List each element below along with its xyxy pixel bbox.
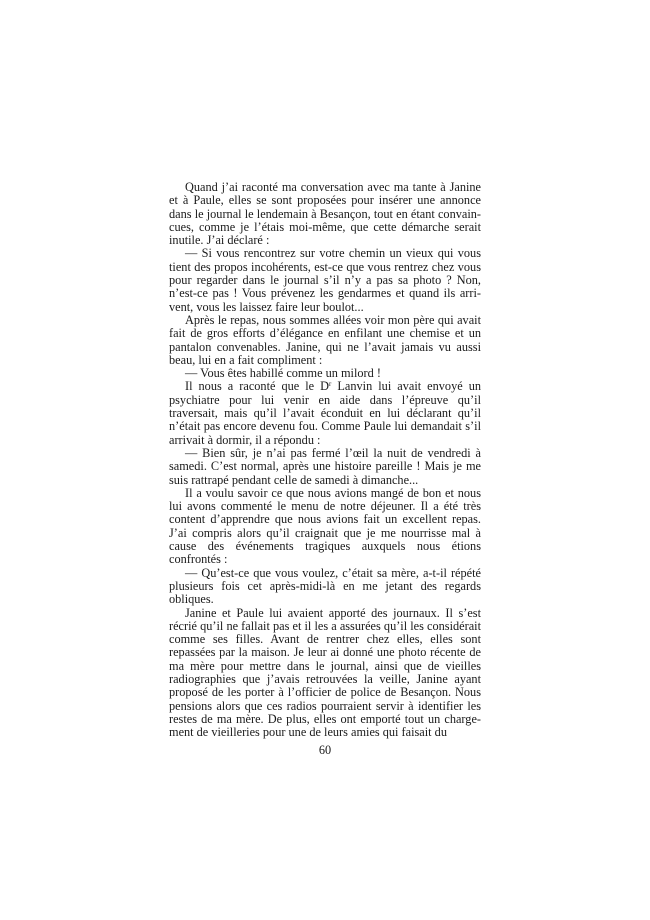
paragraph-7: Il a voulu savoir ce que nous avions mangé de bon et nous lui avons commenté le menu de notre déjeuner. Il a été très content d’apprendre que nous avions fait un excellent repas. J’ai compris alors qu’il craignait que je me nourrisse mal à cause des événements tragiques auxquels nous étions confrontés :: [169, 485, 481, 567]
page-number: 60: [318, 743, 332, 757]
paragraph-3: Après le repas, nous sommes allées voir mon père qui avait fait de gros efforts d’élégance en enfilant une chemise et un pantalon convenables. Janine, qui ne l’avait jamais vu aussi beau, lui en a fait compliment :: [169, 312, 481, 367]
paragraph-8-dialogue: — Qu’est-ce que vous voulez, c’était sa mère, a-t-il répété plusieurs fois cet après-midi-là en me jetant des regards obliques.: [169, 565, 481, 607]
paragraph-2-dialogue: — Si vous rencontrez sur votre chemin un vieux qui vous tient des propos incohérents, est-ce que vous rentrez chez vous pour regarder dans le journal s’il n’y a pas sa photo ? Non, n’est-ce pas ! Vous prévenez les gendarmes et quand ils arri-vent, vous les laissez faire leur boulot...: [169, 246, 481, 314]
paragraph-9: Janine et Paule lui avaient apporté des journaux. Il s’est récrié qu’il ne fallait pas et il les a assurées qu’il les considérait comme ses filles. Avant de rentrer chez elles, elles sont repassées par la maison. Je leur ai donné une photo récente de ma mère pour mettre dans le journal, ainsi que de vieilles radiographies que j’avais retrouvées la veille, Janine ayant proposé de les porter à l’officier de police de Besançon. Nous pensions alors que ces radios pourraient servir à identifier les restes de ma mère. De plus, elles ont emporté tout un charge-ment de vieilleries pour une de leurs amies qui faisait du: [169, 605, 481, 740]
paragraph-6-dialogue: — Bien sûr, je n’ai pas fermé l’œil la nuit de vendredi à samedi. C’est normal, après une histoire pareille ! Mais je me suis rattrapé pendant celle de samedi à dimanche...: [169, 445, 481, 487]
paragraph-4-dialogue: — Vous êtes habillé comme un milord !: [185, 366, 381, 381]
paragraph-5: [169, 380, 481, 446]
body-text: [169, 181, 481, 739]
paragraph-5-superscript: r: [329, 380, 332, 389]
paragraph-5-before: Il nous a raconté que le D: [185, 379, 330, 394]
paragraph-5-after: Lanvin lui avait envoyé un psychiatre pour lui venir en aide dans l’épreuve qu’il traversait, mais qu’il l’avait éconduit en lui déclarant qu’il n’était pas encore devenu fou. Comme Paule lui demandait s’il arrivait à dormir, il a répondu :: [169, 379, 481, 447]
paragraph-1: Quand j’ai raconté ma conversation avec ma tante à Janine et à Paule, elles se sont proposées pour insérer une annonce dans le journal le lendemain à Besançon, tout en étant convain-cues, comme je l’étais moi-même, que cette démarche serait inutile. J’ai déclaré :: [169, 180, 481, 248]
